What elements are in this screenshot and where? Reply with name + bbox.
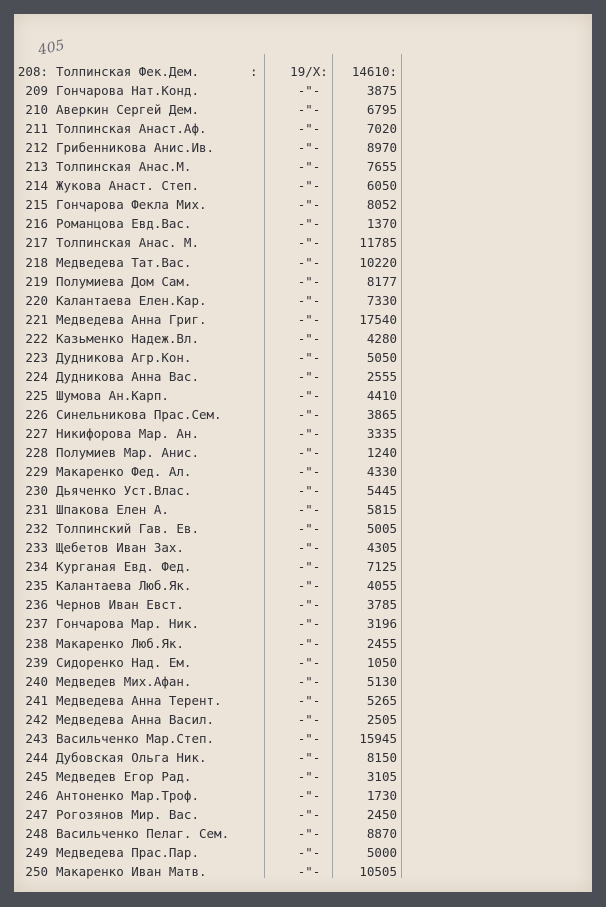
row-number: 236 [25,597,48,613]
person-name: Синельникова Прас.Сем. [56,406,222,422]
row-number: 222 [25,330,48,346]
row-number: 249 [25,845,48,861]
person-name: Дубовская Ольга Ник. [56,749,207,765]
person-name: Рогозянов Мир. Вас. [56,806,199,822]
row-date: -"- [297,864,321,880]
row-date: -"- [297,235,321,251]
row-amount: 8970 [366,140,397,156]
row-amount: 3785 [366,597,397,613]
person-name: Чернов Иван Евст. [56,597,184,613]
row-amount: 2455 [366,635,397,651]
row-amount: 1050 [366,654,397,670]
ledger-row [14,843,592,862]
row-number: 218 [25,254,48,270]
row-amount: 8052 [366,197,397,213]
row-number: 244 [25,749,48,765]
row-amount: 5130 [366,673,397,689]
row-date: -"- [297,216,321,232]
row-amount: 10220 [359,254,397,270]
row-number: 238 [25,635,48,651]
row-date: -"- [297,749,321,765]
row-amount: 4280 [366,330,397,346]
person-name: Полумиев Мар. Анис. [56,445,199,460]
row-amount: 8870 [366,826,397,841]
row-number: 237 [25,616,48,632]
person-name: Гончарова Нат.Конд. [56,83,199,99]
row-amount: 6050 [366,178,397,194]
row-date: -"- [297,445,321,460]
row-number: 223 [25,349,48,365]
person-name: Толпинская Фек.Дем. [56,64,199,79]
person-name: Васильченко Пелаг. Сем. [56,826,230,841]
row-date: -"- [297,83,321,99]
ledger-row [14,710,592,729]
row-number: 217 [25,235,48,251]
row-number: 208: [17,64,48,79]
row-number: 241 [25,692,48,708]
person-name: Толпинский Гав. Ев. [56,521,199,537]
row-date: -"- [297,330,321,346]
row-amount: 7125 [366,559,397,575]
row-date: -"- [297,273,321,289]
row-date: -"- [297,826,321,841]
person-name: Антоненко Мар.Троф. [56,787,199,803]
row-number: 231 [25,502,48,518]
person-name: Медведева Анна Васил. [56,711,215,727]
row-date: -"- [297,121,321,137]
ledger-row [14,310,592,329]
person-name: Никифорова Мар. Ан. [56,425,199,441]
ledger-row [14,138,592,157]
ledger-row [14,443,592,462]
row-amount: 5445 [366,483,397,499]
row-number: 215 [25,197,48,213]
row-number: 226 [25,406,48,422]
ledger-row [14,233,592,252]
row-number: 214 [25,178,48,194]
ledger-row [14,100,592,119]
row-amount: 7330 [366,292,397,308]
row-number: 225 [25,387,48,403]
row-number: 219 [25,273,48,289]
person-name: Медведев Егор Рад. [56,768,192,784]
ledger-row [14,691,592,710]
row-amount: 2555 [366,368,397,384]
row-date: -"- [297,483,321,499]
row-amount: 14610: [351,64,397,79]
row-date: -"- [297,102,321,118]
row-amount: 5815 [366,502,397,518]
person-name: Дудникова Агр.Кон. [56,349,192,365]
row-amount: 5265 [366,692,397,708]
person-name: Калантаева Люб.Як. [56,578,192,594]
person-name: Грибенникова Анис.Ив. [56,140,215,156]
row-amount: 10505 [359,864,397,880]
ledger-row [14,538,592,557]
ledger-row [14,862,592,881]
row-amount: 4305 [366,540,397,556]
ledger-row [14,405,592,424]
person-name: Дьяченко Уст.Влас. [56,483,192,499]
row-number: 242 [25,711,48,727]
row-date: -"- [297,178,321,194]
person-name: Аверкин Сергей Дем. [56,102,199,118]
person-name: Макаренко Фед. Ал. [56,464,192,480]
row-amount: 4410 [366,387,397,403]
row-number: 232 [25,521,48,537]
row-number: 234 [25,559,48,575]
person-name: Романцова Евд.Вас. [56,216,192,232]
ledger-row [14,653,592,672]
ledger-row [14,634,592,653]
row-date: -"- [297,292,321,308]
row-number: 239 [25,654,48,670]
row-date: -"- [297,254,321,270]
row-amount: 5050 [366,349,397,365]
row-number: 211 [25,121,48,137]
document-sheet [14,14,592,892]
row-number: 227 [25,425,48,441]
ledger-row [14,748,592,767]
ledger-row [14,519,592,538]
row-date: -"- [297,578,321,594]
row-amount: 3865 [366,406,397,422]
row-date: -"- [297,730,321,746]
ledger-row [14,595,592,614]
handwritten-page-number: 405 [36,37,67,59]
person-name: Калантаева Елен.Кар. [56,292,207,308]
row-amount: 4330 [366,464,397,480]
row-date: -"- [297,692,321,708]
ledger-row [14,176,592,195]
person-name: Сидоренко Над. Ем. [56,654,192,670]
row-date: -"- [297,140,321,156]
ledger-row [14,291,592,310]
row-number: 248 [25,826,48,841]
row-amount: 5000 [366,845,397,861]
person-name: Шпакова Елен А. [56,502,169,518]
row-amount: 2505 [366,711,397,727]
row-number: 245 [25,768,48,784]
ledger-row [14,195,592,214]
row-amount: 11785 [359,235,397,251]
row-date: -"- [297,159,321,175]
ledger-row [14,424,592,443]
row-number: 209 [25,83,48,99]
row-amount: 3335 [366,425,397,441]
row-date: -"- [297,787,321,803]
ledger-row [14,767,592,786]
person-name: Медведева Анна Терент. [56,692,222,708]
person-name: Медведев Мих.Афан. [56,673,192,689]
row-date: -"- [297,406,321,422]
person-name: Толпинская Анас.М. [56,159,192,175]
row-amount: 5005 [366,521,397,537]
ledger-row [14,119,592,138]
row-number: 228 [25,445,48,460]
row-date: -"- [297,349,321,365]
person-name: Медведева Тат.Вас. [56,254,192,270]
ledger-row [14,805,592,824]
person-name: Медведева Прас.Пар. [56,845,199,861]
row-number: 230 [25,483,48,499]
row-date: -"- [297,845,321,861]
person-name: Гончарова Мар. Ник. [56,616,199,632]
row-date: -"- [297,616,321,632]
row-amount: 1730 [366,787,397,803]
row-amount: 1240 [366,445,397,460]
ledger-row [14,253,592,272]
row-date: -"- [297,311,321,327]
ledger-row [14,348,592,367]
ledger-row [14,786,592,805]
ledger-row [14,62,592,81]
row-date: -"- [297,387,321,403]
row-date: -"- [297,425,321,441]
person-name: Жукова Анаст. Степ. [56,178,199,194]
row-date: -"- [297,635,321,651]
ledger-row [14,157,592,176]
person-name: Казьменко Надеж.Вл. [56,330,199,346]
row-amount: 1370 [366,216,397,232]
row-number: 235 [25,578,48,594]
row-date: -"- [297,559,321,575]
row-date: -"- [297,540,321,556]
ledger-row [14,367,592,386]
row-number: 221 [25,311,48,327]
row-date: -"- [297,654,321,670]
person-name: Дудникова Анна Вас. [56,368,199,384]
ledger-row [14,272,592,291]
person-name: Гончарова Фекла Мих. [56,197,207,213]
row-date: -"- [297,368,321,384]
person-name: Щебетов Иван Зах. [56,540,184,556]
row-number: 220 [25,292,48,308]
row-number: 216 [25,216,48,232]
row-number: 210 [25,102,48,118]
row-amount: 7655 [366,159,397,175]
ledger-row [14,329,592,348]
row-date: -"- [297,464,321,480]
row-amount: 3105 [366,768,397,784]
row-number: 212 [25,140,48,156]
person-name: Макаренко Люб.Як. [56,635,184,651]
row-number: 240 [25,673,48,689]
row-amount: 3196 [366,616,397,632]
row-number: 233 [25,540,48,556]
row-date: -"- [297,502,321,518]
row-date: -"- [297,673,321,689]
row-amount: 17540 [359,311,397,327]
row-amount: 6795 [366,102,397,118]
ledger-row [14,214,592,233]
row-date: 19/X: [290,64,328,79]
row-date: -"- [297,597,321,613]
ledger-row [14,614,592,633]
row-amount: 4055 [366,578,397,594]
person-name: Полумиева Дом Сам. [56,273,192,289]
row-number: 246 [25,787,48,803]
row-number: 250 [25,864,48,880]
person-name: Васильченко Мар.Степ. [56,730,215,746]
row-number: 247 [25,806,48,822]
row-date: -"- [297,197,321,213]
row-date: -"- [297,521,321,537]
row-amount: 2450 [366,806,397,822]
row-date: -"- [297,711,321,727]
person-name: Шумова Ан.Карп. [56,387,169,403]
person-name: Толпинская Анаст.Аф. [56,121,207,137]
ledger-row [14,824,592,843]
row-number: 224 [25,368,48,384]
person-name: Макаренко Иван Матв. [56,864,207,880]
ledger-row [14,576,592,595]
ledger-row [14,81,592,100]
row-date: -"- [297,806,321,822]
row-number: 229 [25,464,48,480]
ledger-row [14,462,592,481]
ledger-row [14,481,592,500]
person-name: Медведева Анна Григ. [56,311,207,327]
row-amount: 15945 [359,730,397,746]
row-amount: 3875 [366,83,397,99]
ledger-row [14,672,592,691]
row-number: 243 [25,730,48,746]
ledger-row [14,386,592,405]
ledger-row [14,729,592,748]
person-name: Курганая Евд. Фед. [56,559,192,575]
row-colon: : [250,64,258,79]
row-date: -"- [297,768,321,784]
person-name: Толпинская Анас. М. [56,235,199,251]
row-amount: 7020 [366,121,397,137]
row-number: 213 [25,159,48,175]
ledger-row [14,500,592,519]
row-amount: 8150 [366,749,397,765]
ledger-row [14,557,592,576]
row-amount: 8177 [366,273,397,289]
